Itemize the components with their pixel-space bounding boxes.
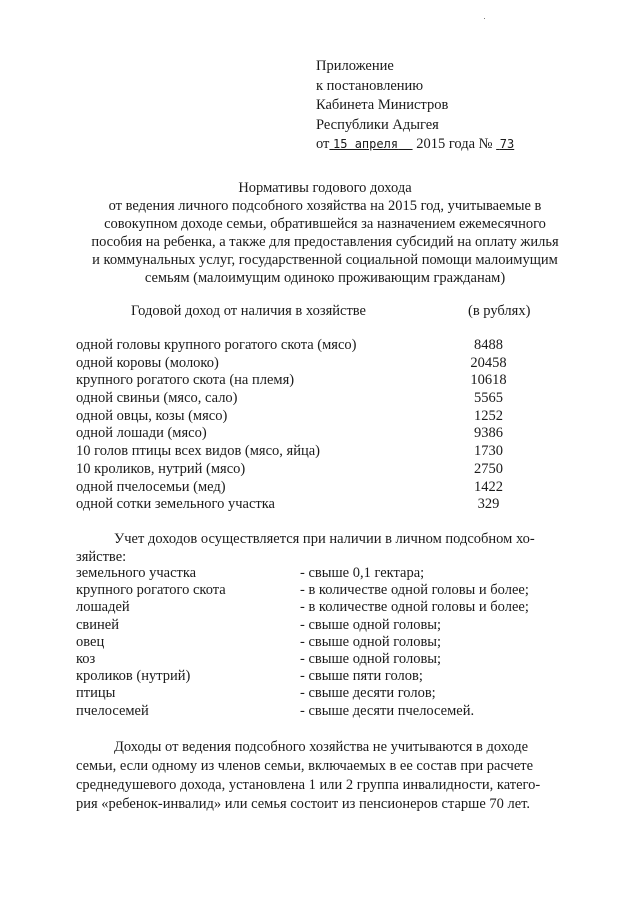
condition-row: [76, 582, 566, 599]
row-label: одной овцы, козы (мясо): [76, 407, 228, 424]
condition-rule: - в количестве одной головы и более;: [300, 582, 529, 599]
condition-rule: - свыше одной головы;: [300, 616, 442, 633]
row-value: 2750: [474, 460, 503, 477]
condition-rule: - свыше 0,1 гектара;: [300, 565, 425, 581]
conditions-intro-line1: Учет доходов осуществляется при наличии в личном подсобном хо-: [114, 531, 535, 547]
condition-row: [76, 634, 566, 651]
closing-line: Доходы от ведения подсобного хозяйства не учитываются в доходе: [114, 739, 529, 755]
closing-paragraph: [76, 738, 576, 814]
condition-row: [76, 599, 566, 616]
condition-rule: - свыше десяти голов;: [300, 685, 436, 702]
condition-row: [76, 685, 566, 702]
title-line: и коммунальных услуг, государственной социальной помощи малоимущим: [92, 252, 558, 268]
condition-item: овец: [76, 633, 105, 650]
row-value: 1252: [474, 407, 503, 424]
table-row: [76, 390, 546, 408]
appendix-header: [316, 57, 514, 155]
table-header-left: Годовой доход от наличия в хозяйстве: [131, 303, 366, 319]
condition-row: [76, 617, 566, 634]
row-label: одной свиньи (мясо, сало): [76, 390, 238, 407]
header-line: Республики Адыгея: [316, 116, 439, 133]
row-label: крупного рогатого скота (на племя): [76, 372, 295, 389]
condition-row: [76, 703, 566, 720]
title-line: пособия на ребенка, а также для предоставления субсидий на оплату жилья: [91, 234, 559, 250]
row-value: 8488: [474, 337, 503, 353]
header-line: Приложение: [316, 58, 394, 74]
date-prefix: от: [316, 136, 330, 152]
title-line: семьям (малоимущим одиноко проживающим гражданам): [144, 270, 506, 286]
table-row: [76, 372, 546, 390]
document-title: [60, 179, 590, 287]
condition-row: [76, 668, 566, 685]
header-date-line: [316, 135, 514, 155]
condition-row: [76, 565, 566, 582]
scan-speck: [484, 18, 485, 19]
title-heading: Нормативы годового дохода: [238, 180, 412, 196]
table-row: [76, 355, 546, 373]
header-line: к постановлению: [316, 77, 424, 94]
table-row: [76, 337, 546, 355]
table-row: [76, 461, 546, 479]
condition-rule: - в количестве одной головы и более;: [300, 599, 529, 616]
condition-item: лошадей: [76, 599, 130, 616]
closing-line: семьи, если одному из членов семьи, включаемых в ее состав при расчете: [76, 758, 534, 774]
row-value: 20458: [470, 354, 507, 371]
condition-item: крупного рогатого скота: [76, 582, 226, 599]
header-line: Кабинета Министров: [316, 97, 449, 113]
row-value: 329: [477, 496, 500, 513]
title-line: от ведения личного подсобного хозяйства на 2015 год, учитываемые в: [108, 198, 542, 214]
condition-rule: - свыше десяти пчелосемей.: [300, 702, 475, 719]
row-label: одной лошади (мясо): [76, 425, 207, 442]
row-value: 5565: [474, 390, 503, 407]
date-underline: [329, 136, 412, 152]
condition-item: кроликов (нутрий): [76, 668, 191, 685]
row-value: 9386: [474, 425, 503, 442]
date-handwritten: 15 апреля: [333, 137, 399, 151]
condition-row: [76, 651, 566, 668]
row-value: 1422: [474, 478, 503, 495]
number-underline: [496, 136, 514, 152]
row-label: одной пчелосемьи (мед): [76, 478, 226, 495]
condition-rule: - свыше пяти голов;: [300, 668, 423, 685]
table-row: [76, 425, 546, 443]
row-label: одной головы крупного рогатого скота (мясо): [76, 337, 357, 353]
table-row: [76, 479, 546, 497]
row-label: 10 кроликов, нутрий (мясо): [76, 460, 246, 477]
row-label: одной сотки земельного участка: [76, 496, 275, 513]
condition-item: земельного участка: [76, 565, 197, 581]
number-handwritten: 73: [499, 137, 515, 151]
conditions-intro-line2: зяйстве:: [76, 549, 127, 565]
table-row: [76, 496, 546, 514]
closing-line: среднедушевого дохода, установлена 1 или 2 группа инвалидности, катего-: [76, 777, 541, 793]
row-value: 1730: [474, 443, 503, 460]
table-row: [76, 443, 546, 461]
closing-line: рия «ребенок-инвалид» или семья состоит из пенсионеров старше 70 лет.: [76, 796, 531, 812]
conditions-list: [76, 565, 566, 720]
row-label: 10 голов птицы всех видов (мясо, яйца): [76, 443, 320, 460]
condition-rule: - свыше одной головы;: [300, 650, 442, 667]
table-row: [76, 408, 546, 426]
income-table: [76, 337, 546, 514]
title-line: совокупном доходе семьи, обратившейся за назначением ежемесячного: [104, 216, 546, 232]
condition-rule: - свыше одной головы;: [300, 633, 442, 650]
row-label: одной коровы (молоко): [76, 354, 219, 371]
date-suffix: 2015 года №: [416, 136, 493, 152]
table-header-right: (в рублях): [468, 303, 531, 319]
condition-item: коз: [76, 650, 96, 667]
condition-item: пчелосемей: [76, 702, 149, 719]
condition-item: птицы: [76, 685, 116, 702]
row-value: 10618: [470, 372, 507, 389]
condition-item: свиней: [76, 616, 119, 633]
